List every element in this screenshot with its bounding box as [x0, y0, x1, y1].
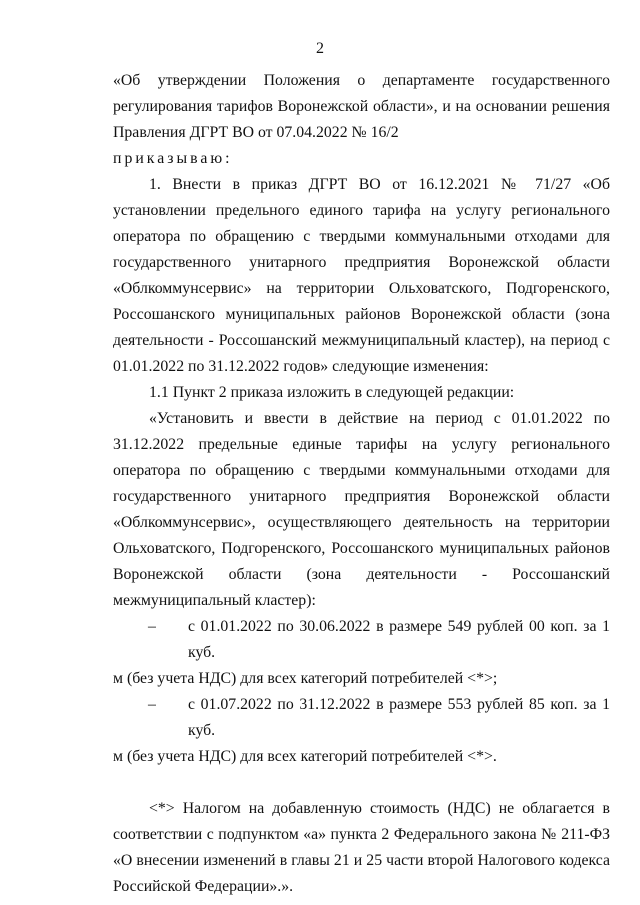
- item-1-1-paragraph: 1.1 Пункт 2 приказа изложить в следующей редакции:: [149, 384, 515, 401]
- paragraph-gap: [113, 770, 610, 796]
- dash-marker: –: [148, 618, 156, 635]
- dash-marker: –: [148, 696, 156, 713]
- footnote-paragraph: <*> Налогом на добавленную стоимость (НДС) не облагается в соответствии с подпунктом «а» пункта 2 Федерального закона № 211-ФЗ «О внесении изменений в главы 21 и 25 части второй Налогового кодекса Российской Федерации».».: [113, 800, 610, 895]
- item-1-paragraph: 1. Внести в приказ ДГРТ ВО от 16.12.2021 № 71/27 «Об установлении предельного единого тарифа на услугу регионального оператора по обращению с твердыми коммунальными отходами для государственного унитарного предприятия Воронежской области «Облкоммунсервис» на территории Ольховатского, Подгоренского, Россошанского муниципальных районов Воронежской области (зона деятельности - Россошанский межмуниципальный кластер), на период с 01.01.2022 по 31.12.2022 годов» следующие изменения:: [113, 176, 610, 375]
- document-body: [113, 68, 610, 900]
- tariff-list: [113, 614, 610, 770]
- tariff-item-continuation: м (без учета НДС) для всех категорий потребителей <*>;: [113, 670, 498, 687]
- tariff-item-first-line: с 01.07.2022 по 31.12.2022 в размере 553 рублей 85 коп. за 1 куб.: [188, 696, 610, 739]
- tariff-item: [113, 692, 610, 770]
- order-word: приказываю:: [113, 150, 233, 167]
- tariff-item-first-line: с 01.01.2022 по 30.06.2022 в размере 549 рублей 00 коп. за 1 куб.: [188, 618, 610, 661]
- tariff-item-continuation: м (без учета НДС) для всех категорий потребителей <*>.: [113, 748, 497, 765]
- tariff-item: [113, 614, 610, 692]
- quote-paragraph: «Установить и ввести в действие на период с 01.01.2022 по 31.12.2022 предельные единые тарифы на услугу регионального оператора по обращению с твердыми коммунальными отходами для государственного унитарного предприятия Воронежской области «Облкоммунсервис», осуществляющего деятельность на территории Ольховатского, Подгоренского, Россошанского муниципальных районов Воронежской области (зона деятельности - Россошанский межмуниципальный кластер):: [113, 410, 610, 609]
- page-number: 2: [316, 40, 324, 57]
- intro-paragraph: «Об утверждении Положения о департаменте государственного регулирования тарифов Воронежской области», и на основании решения Правления ДГРТ ВО от 07.04.2022 № 16/2: [113, 72, 610, 141]
